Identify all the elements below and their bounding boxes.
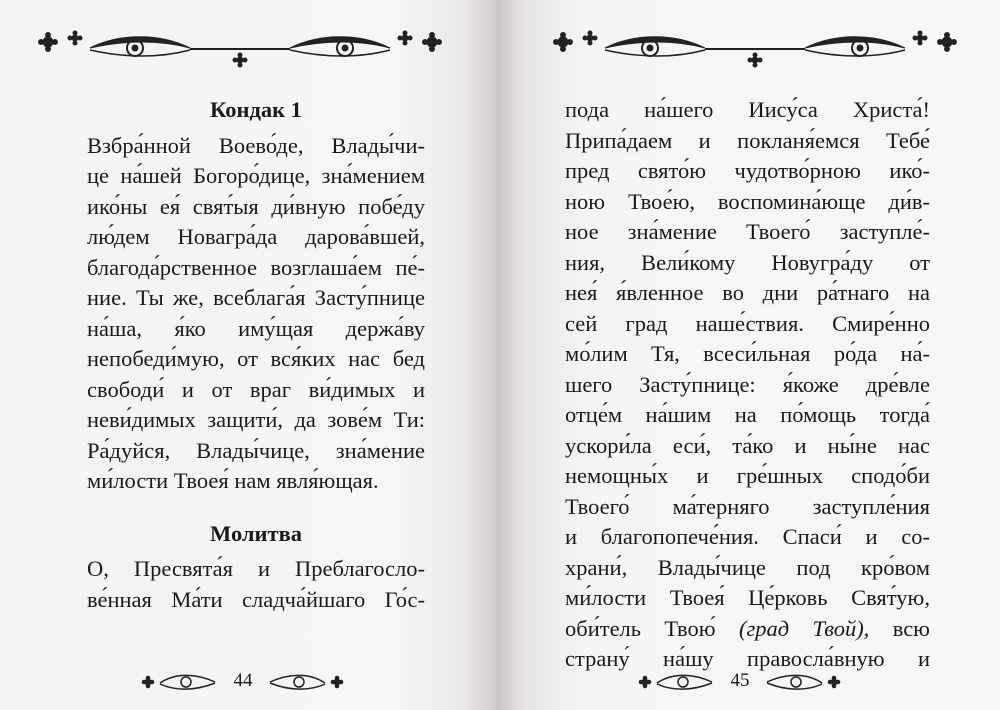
text-line: и благопопече́ния. Спаси́ и со-	[565, 524, 930, 549]
text-line: ве́нная Ма́ти сладча́йшаго Го́с-	[87, 586, 425, 612]
text-line: неви́димых защити́, да зове́м Ти:	[87, 407, 425, 432]
text-line: ико́ны ея́ свят́ыя ди́вную побе́ду	[87, 193, 425, 219]
text-line: сей град наше́ствия. Смире́нно	[565, 310, 930, 336]
text-line: на́ша, я́ко иму́щая держа́ву	[87, 315, 425, 341]
right-text-block	[565, 95, 930, 675]
page-number: 44	[233, 670, 253, 691]
text-line: це на́шей Богоро́дице, зна́мением	[87, 163, 425, 188]
italic-note: (град Твой),	[738, 615, 870, 641]
footer-ornament-icon	[265, 671, 345, 693]
text-line: ми́лости Твоея́ нам явля́ющая.	[87, 468, 379, 493]
text-line: непобеди́мую, от вся́ких нас бед	[87, 346, 425, 371]
text-line: свободи́ и от враг ви́димых и	[87, 376, 425, 402]
text-line: мо́лим Тя, всеси́льная ро́да на́-	[565, 341, 930, 366]
text-fragment: оби́тель Твою́	[565, 615, 716, 641]
kondak-text	[87, 131, 425, 436]
left-text-block	[87, 95, 425, 615]
footer-ornament-icon	[762, 671, 842, 693]
footer-ornament-icon	[140, 671, 220, 693]
right-footer	[637, 668, 837, 698]
text-line: шего Засту́пнице: я́коже дре́вле	[565, 371, 930, 397]
molitva-heading: Молитва	[210, 520, 302, 546]
text-line: пода на́шего Иису́са Христа́!	[565, 97, 930, 122]
text-line: ми́лости Твоея́ Це́рковь Свят́ую,	[565, 585, 930, 610]
text-line: благода́рственное возглаша́ем пе́-	[87, 254, 425, 280]
text-line-obitel	[565, 614, 930, 645]
text-line: храни́, Влады́чице под кро́вом	[565, 554, 930, 580]
text-line: Взбра́нной Воево́де, Влады́чи-	[87, 132, 425, 158]
text-line: Припа́даем и покланя́емся Тебе́	[565, 127, 930, 153]
text-line: ния, Вели́кому Новугра́ду от	[565, 249, 930, 275]
left-page	[0, 0, 497, 710]
refrain-text	[87, 436, 425, 497]
floral-ornament-icon	[30, 28, 450, 68]
text-line: нея́ я́вленное во дни ра́тнаго на	[565, 280, 930, 305]
molitva-text	[87, 554, 425, 615]
text-line: Ра́дуйся, Влады́чице, зна́мение	[87, 437, 425, 463]
text-line: отце́м на́шим на по́мощь тогда́	[565, 402, 930, 427]
floral-ornament-icon	[545, 28, 965, 68]
left-footer	[140, 668, 340, 698]
text-line: О, Пресвята́я и Преблагосло-	[87, 556, 425, 581]
text-line: Твоего́ ма́терняго заступле́ния	[565, 493, 930, 519]
footer-ornament-icon	[637, 671, 717, 693]
text-line: ускори́ла еси́, та́ко и ны́не нас	[565, 432, 930, 458]
text-line: ние. Ты же, всеблага́я Засту́пнице	[87, 285, 425, 310]
text-fragment: всю	[892, 615, 930, 641]
text-line: лю́дем Новагра́да дарова́вшей,	[87, 224, 425, 249]
text-line: ное зна́мение Твоего́ заступле́-	[565, 219, 930, 244]
kondak-heading: Кондак 1	[210, 97, 302, 122]
text-line: ною Твое́ю, воспомина́юще ди́в-	[565, 188, 930, 214]
text-line: немощны́х и гре́шных сподо́би	[565, 463, 930, 488]
text-line: пред свято́ю чудотво́рною ико́-	[565, 158, 930, 183]
text-line: страну́ на́шу правосла́вную и	[565, 646, 930, 671]
right-page	[497, 0, 1000, 710]
page-number: 45	[730, 670, 750, 691]
